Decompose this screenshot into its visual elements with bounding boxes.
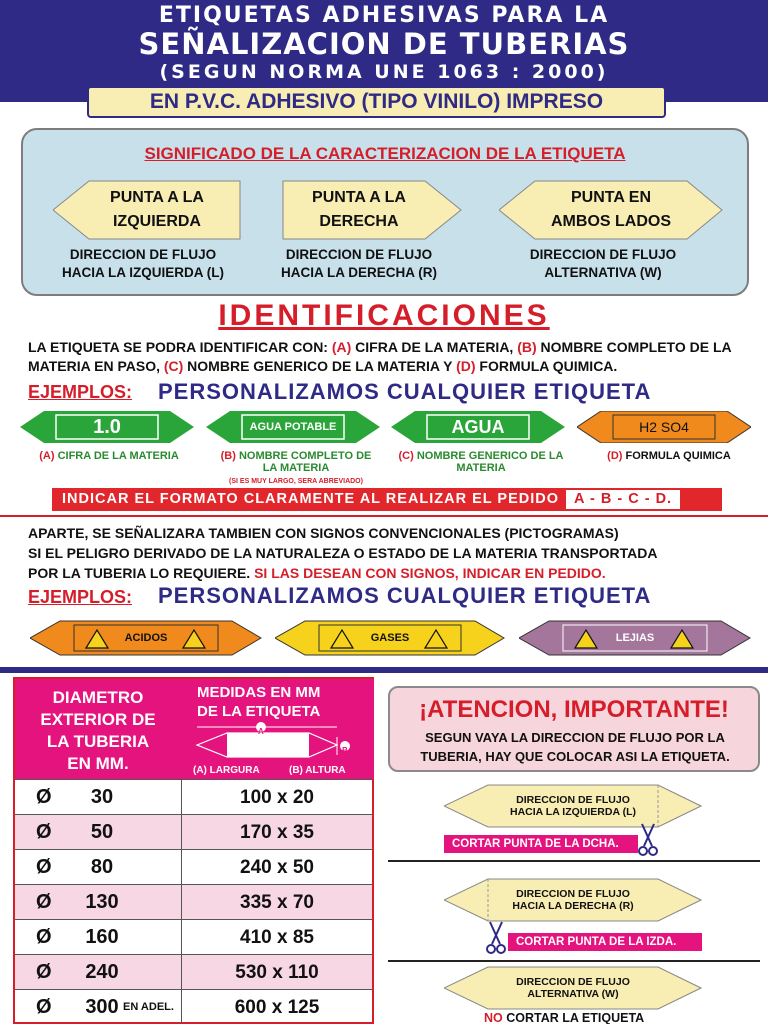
example-caption-formula: (D) FORMULA QUIMICA <box>607 450 731 462</box>
tag-both-arrow <box>499 180 723 240</box>
flow-left-label: DIRECCION DE FLUJO HACIA LA IZQUIERDA (L) <box>510 794 636 818</box>
significado-title: SIGNIFICADO DE LA CARACTERIZACION DE LA ETIQUETA <box>144 144 626 163</box>
ejemplos-text-2: PERSONALIZAMOS CUALQUIER ETIQUETA <box>158 583 652 608</box>
example-caption-nombre: (B) NOMBRE COMPLETO DE LA MATERIA (SI ES MUY LARGO, SERA ABREVIADO) <box>220 450 372 485</box>
sizes-table <box>13 677 374 1024</box>
example-tag-cifra <box>20 411 194 443</box>
tag-left-arrow <box>53 180 241 240</box>
cut-left-label: CORTAR PUNTA DE LA IZDA. <box>508 933 702 951</box>
scissors-icon <box>486 920 506 956</box>
desc-both: DIRECCION DE FLUJO ALTERNATIVA (W) <box>529 247 677 280</box>
picto-tag-gases <box>275 620 505 656</box>
pedido-code: A - B - C - D. <box>565 489 681 510</box>
example-tag-agua-label: AGUA <box>451 417 505 437</box>
ejemplos-label-2: EJEMPLOS: <box>28 587 133 607</box>
atencion-text: SEGUN VAYA LA DIRECCION DE FLUJO POR LA TUBERIA, HAY QUE COLOCAR ASI LA ETIQUETA. <box>420 730 730 764</box>
atencion-title: ¡ATENCION, IMPORTANTE! <box>419 696 729 723</box>
example-tag-agua-potable <box>206 411 380 443</box>
example-tag-cifra-label: 1.0 <box>93 416 121 438</box>
example-caption-cifra: (A) CIFRA DE LA MATERIA <box>39 450 179 462</box>
header-line-1: ETIQUETAS ADHESIVAS PARA LA <box>158 3 610 28</box>
subtitle: EN P.V.C. ADHESIVO (TIPO VINILO) IMPRESO <box>87 86 666 118</box>
table-row: Ø 80 240 x 50 <box>15 849 372 884</box>
example-tag-formula-label: H2 SO4 <box>639 419 689 435</box>
table-row: Ø 160 410 x 85 <box>15 919 372 954</box>
ejemplos-label-1: EJEMPLOS: <box>28 382 133 402</box>
atencion-box <box>388 686 760 772</box>
header-line-2: SEÑALIZACION DE TUBERIAS <box>138 27 630 61</box>
example-tag-agua <box>391 411 565 443</box>
desc-left: DIRECCION DE FLUJO HACIA LA IZQUIERDA (L) <box>62 247 224 280</box>
example-tag-agua-potable-label: AGUA POTABLE <box>249 421 337 433</box>
altura-label: (B) ALTURA <box>289 765 346 776</box>
tag-both-label: PUNTA EN AMBOS LADOS <box>551 189 671 230</box>
flow-both-label: DIRECCION DE FLUJO ALTERNATIVA (W) <box>516 976 630 1000</box>
aparte-text: APARTE, SE SEÑALIZARA TAMBIEN CON SIGNOS CONVENCIONALES (PICTOGRAMAS) SI EL PELIGRO DERIVADO DE LA NATURALEZA O ESTADO DE LA MATERIA TRANSPORTADA POR LA TUBERIA LO REQUIERE. SI LAS DESEAN CON SIGNOS, INDICAR EN PEDIDO. <box>28 525 658 581</box>
identificaciones-title: IDENTIFICACIONES <box>218 299 550 332</box>
example-tag-formula <box>577 411 751 443</box>
table-row: Ø 300 EN ADEL. 600 x 125 <box>15 989 372 1024</box>
marker-a: A <box>258 727 264 736</box>
divider <box>0 515 768 517</box>
tag-right-arrow <box>282 180 462 240</box>
table-row: Ø 30 100 x 20 <box>15 779 372 814</box>
table-header-diametro: DIAMETRO EXTERIOR DE LA TUBERIA EN MM. <box>15 679 181 779</box>
table-row: Ø 130 335 x 70 <box>15 884 372 919</box>
table-header-medidas: MEDIDAS EN MM DE LA ETIQUETA A B (A) LARGURA (B) ALTURA <box>181 679 374 779</box>
picto-acidos-label: ACIDOS <box>124 632 168 644</box>
table-row: Ø 50 170 x 35 <box>15 814 372 849</box>
flow-right-label: DIRECCION DE FLUJO HACIA LA DERECHA (R) <box>512 888 634 912</box>
identificaciones-text: LA ETIQUETA SE PODRA IDENTIFICAR CON: (A) CIFRA DE LA MATERIA, (B) NOMBRE COMPLETO DE LA MATERIA EN PASO, (C) NOMBRE GENERICO DE LA MATERIA Y (D) FORMULA QUIMICA. <box>28 339 732 374</box>
separator <box>388 860 760 862</box>
tag-right-label: PUNTA A LA DERECHA <box>312 189 406 230</box>
picto-lejias-label: LEJIAS <box>615 632 655 644</box>
tag-left-label: PUNTA A LA IZQUIERDA <box>110 189 204 230</box>
cut-right-label: CORTAR PUNTA DE LA DCHA. <box>444 835 638 853</box>
marker-b: B <box>342 746 348 755</box>
no-cut-label: NO CORTAR LA ETIQUETA <box>484 1011 645 1024</box>
picto-tag-acidos <box>30 620 262 656</box>
ejemplos-text-1: PERSONALIZAMOS CUALQUIER ETIQUETA <box>158 379 652 404</box>
table-row: Ø 240 530 x 110 <box>15 954 372 989</box>
significado-panel <box>21 128 749 296</box>
bottom-rule <box>0 667 768 673</box>
desc-right: DIRECCION DE FLUJO HACIA LA DERECHA (R) <box>281 247 437 280</box>
largura-label: (A) LARGURA <box>193 765 260 776</box>
example-caption-generico: (C) NOMBRE GENERICO DE LA MATERIA <box>398 450 564 474</box>
picto-gases-label: GASES <box>370 632 410 644</box>
scissors-icon <box>638 822 658 858</box>
header-line-3: (SEGUN NORMA UNE 1063 : 2000) <box>159 61 609 83</box>
pedido-banner: INDICAR EL FORMATO CLARAMENTE AL REALIZAR EL PEDIDO A - B - C - D. <box>52 488 722 511</box>
separator <box>388 960 760 962</box>
picto-tag-lejias <box>519 620 751 656</box>
